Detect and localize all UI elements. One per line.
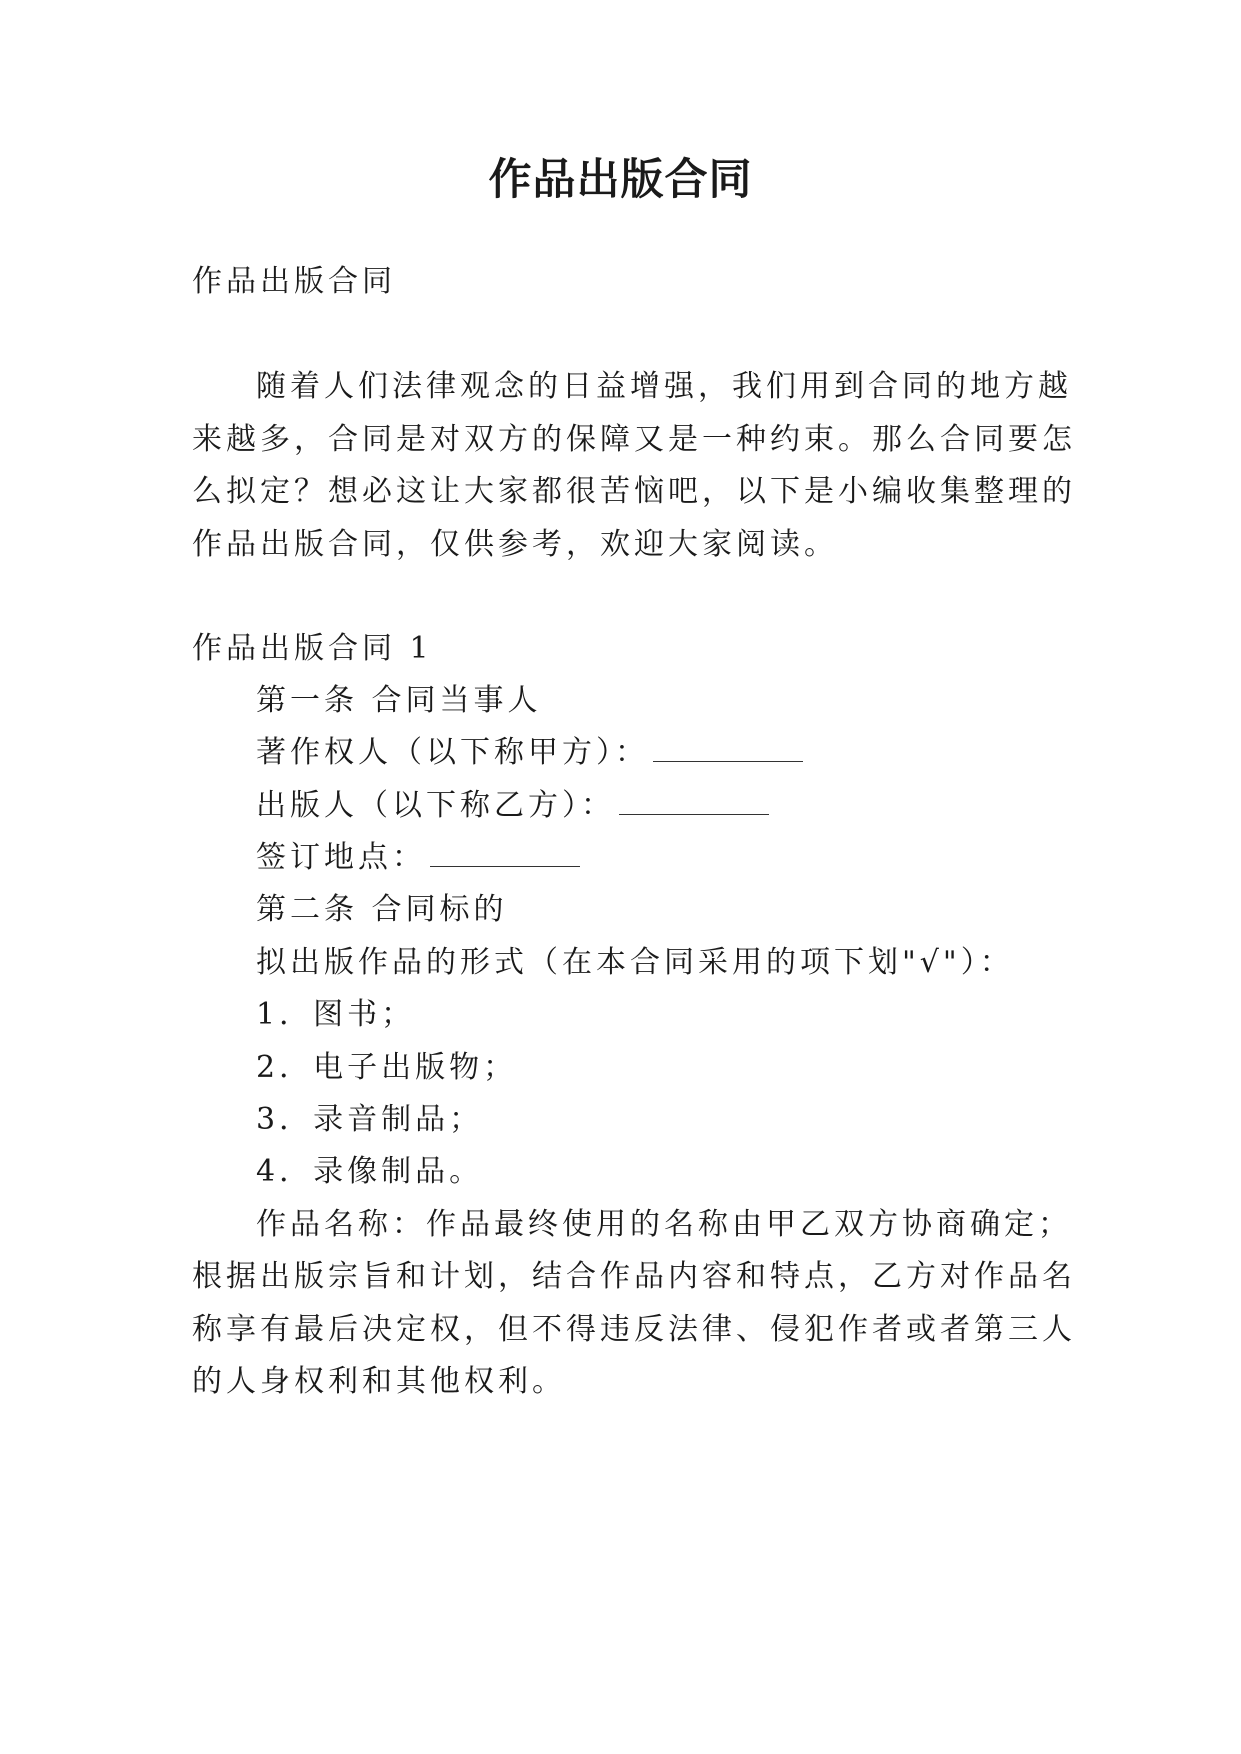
author-label: 著作权人（以下称甲方）：: [256, 735, 649, 770]
author-blank-field: [653, 733, 803, 762]
publisher-line: [256, 786, 769, 826]
place-label: 签订地点：: [256, 840, 426, 875]
list-item: 1．图书；: [256, 997, 416, 1032]
form-label: 拟出版作品的形式（在本合同采用的项下划"√"）：: [256, 945, 1014, 980]
list-item: 4．录像制品。: [256, 1154, 484, 1189]
intro-line-2: 来越多，合同是对双方的保障又是一种约束。那么合同要怎: [192, 422, 1076, 457]
work-name-line-2: 根据出版宗旨和计划，结合作品内容和特点，乙方对作品名: [192, 1259, 1076, 1294]
place-blank-field: [430, 838, 580, 867]
list-item: 3．录音制品；: [256, 1102, 484, 1137]
work-name-line-3: 称享有最后决定权，但不得违反法律、侵犯作者或者第三人: [192, 1312, 1076, 1347]
work-name-line-4: 的人身权利和其他权利。: [192, 1364, 566, 1399]
author-line: [256, 733, 803, 773]
article-1-heading: 第一条 合同当事人: [256, 683, 542, 718]
document-title: 作品出版合同: [488, 155, 753, 205]
place-line: [256, 838, 580, 878]
section-heading-1: 作品出版合同 1: [192, 631, 433, 666]
intro-line-1: 随着人们法律观念的日益增强，我们用到合同的地方越: [256, 369, 1072, 404]
list-item: 2．电子出版物；: [256, 1050, 518, 1085]
intro-line-4: 作品出版合同，仅供参考，欢迎大家阅读。: [192, 527, 838, 562]
article-2-heading: 第二条 合同标的: [256, 892, 508, 927]
document-subtitle: 作品出版合同: [192, 264, 396, 299]
work-name-line-1: 作品名称：作品最终使用的名称由甲乙双方协商确定；: [256, 1207, 1072, 1242]
publisher-blank-field: [619, 786, 769, 815]
publisher-label: 出版人（以下称乙方）：: [256, 788, 615, 823]
intro-line-3: 么拟定？想必这让大家都很苦恼吧，以下是小编收集整理的: [192, 474, 1076, 509]
